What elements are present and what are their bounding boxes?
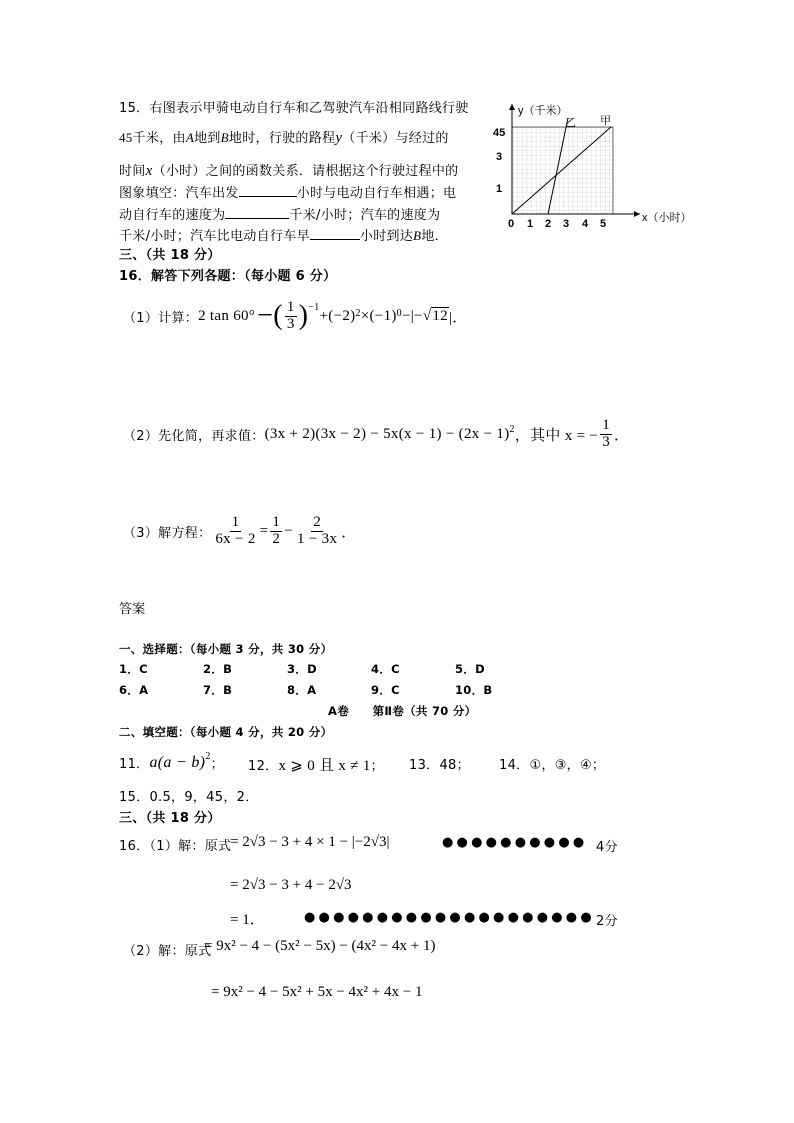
- point-b: B: [220, 130, 229, 145]
- numerator: 1: [286, 299, 295, 315]
- fraction-half: [270, 515, 282, 548]
- sqrt-sign: √: [422, 307, 432, 324]
- q16-part2: [123, 418, 629, 451]
- part-label: （1）计算：: [123, 310, 199, 326]
- x-tick: 1: [527, 218, 534, 230]
- fraction-rhs: [295, 515, 339, 548]
- score-label: 4分: [596, 840, 618, 855]
- part1-title: 一、选择题：（每小题 3 分，共 30 分）: [119, 642, 333, 656]
- x-tick: 0: [508, 218, 515, 230]
- period: ．: [341, 524, 357, 541]
- q15-line3: [119, 160, 458, 180]
- volume-header: A卷 第Ⅱ卷（共 70 分）: [328, 704, 477, 718]
- y-axis-arrow: [509, 104, 515, 110]
- dot-leader: ●●●●●●●●●●: [442, 835, 588, 850]
- score-label: 2分: [596, 914, 618, 929]
- q15-text: （千米）与经过的: [342, 131, 449, 146]
- numerator: 1: [602, 417, 610, 433]
- section-3-title: 三、（共 18 分）: [119, 248, 221, 263]
- exponent: 0: [396, 308, 402, 319]
- q15-text: （小时）之间的函数关系．请根据这个行驶过程中的: [152, 164, 459, 179]
- choice-answer: 9．C: [371, 683, 400, 697]
- q16-part1: [123, 300, 468, 333]
- denominator: 3: [602, 433, 610, 450]
- answers-title: 答案: [119, 602, 146, 617]
- y-axis-label: y（千米）: [518, 105, 568, 117]
- period: ．: [614, 427, 630, 444]
- label-yi: 乙: [565, 117, 576, 129]
- distance-time-graph: [490, 100, 700, 235]
- choice-answer: 10．B: [455, 683, 493, 697]
- fraction-one-third: [600, 418, 612, 451]
- point-a: A: [185, 130, 195, 145]
- q16-title: 16．解答下列各题：（每小题 6 分）: [119, 269, 337, 284]
- choice-answer: 4．C: [371, 662, 400, 676]
- x-axis-label: x（小时）: [642, 212, 692, 224]
- choice-answer: 7．B: [203, 683, 233, 697]
- denominator: 2: [272, 530, 281, 547]
- exponent: −1: [308, 302, 320, 313]
- numerator: 2: [313, 514, 322, 530]
- label-jia: 甲: [600, 115, 611, 127]
- denominator: 6x − 2: [215, 530, 256, 547]
- math-text: ，其中 x = −: [514, 427, 599, 444]
- math-text: x ⩾ 0 且 x ≠ 1: [278, 758, 371, 774]
- solution-16-1-line1: = 2√3 − 3 + 4 × 1 − |−2√3|: [230, 834, 390, 850]
- numerator: 1: [231, 514, 240, 530]
- sqrt-content: 12: [432, 308, 448, 325]
- answer-number: 11．: [119, 757, 150, 772]
- q15-text: 45千米，由: [119, 130, 186, 145]
- q16-part3: [123, 515, 357, 548]
- q15-text: 图象填空：汽车出发: [119, 186, 239, 201]
- x-tick: 4: [582, 218, 589, 230]
- solution-16-2-line1: = 9x² − 4 − (5x² − 5x) − (4x² − 4x + 1): [204, 938, 436, 954]
- answer-11: [119, 753, 224, 772]
- var-y: y: [335, 130, 343, 146]
- choice-answer: 6．A: [119, 683, 149, 697]
- math-text: (3x + 2)(3x − 2) − 5x(x − 1) − (2x − 1): [264, 425, 510, 442]
- math-text: |．: [448, 309, 468, 326]
- fraction-lhs: [213, 515, 257, 548]
- math-text: 2 tan 60°: [198, 307, 256, 324]
- q15-text: 地到: [194, 131, 221, 146]
- solution-16-1-label: 16．（1）解：原式: [119, 839, 232, 854]
- answer-blank[interactable]: [239, 184, 297, 197]
- x-tick: 5: [600, 218, 607, 230]
- answer-12: [248, 754, 384, 775]
- math-text: ×(−1): [360, 307, 397, 324]
- part2-title: 二、填空题：（每小题 4 分，共 20 分）: [119, 725, 333, 739]
- choice-answer: 1．C: [119, 662, 148, 676]
- fraction-one-third: [285, 300, 297, 333]
- y-tick: 3: [496, 151, 503, 163]
- part-label: （2）先化简，再求值：: [123, 428, 265, 444]
- q15-text: 地．: [421, 229, 448, 244]
- denominator: 3: [286, 315, 295, 332]
- q15-line2: [119, 127, 449, 147]
- equals-sign: =: [259, 522, 269, 539]
- numerator: 1: [272, 514, 281, 530]
- answer-blank[interactable]: [225, 206, 289, 219]
- solution-16-1-line3: = 1．: [230, 912, 265, 928]
- part-label: （3）解方程：: [123, 525, 212, 541]
- q15-text: 小时与电动自行车相遇；电: [296, 186, 457, 201]
- choice-answer: 3．D: [287, 662, 317, 676]
- q15-text: 地时，行驶的路程: [228, 131, 336, 146]
- q15-line4: [119, 182, 456, 201]
- solution-16-1-line2: = 2√3 − 3 + 4 − 2√3: [230, 877, 352, 893]
- solution-16-2-label: （2）解：原式: [123, 944, 212, 959]
- y-tick: 1: [496, 183, 503, 195]
- answer-14: 14．①，③，④；: [499, 758, 606, 773]
- choice-answer: 5．D: [455, 662, 485, 676]
- q15-text: 小时到达: [359, 229, 414, 244]
- var-x: x: [145, 163, 153, 179]
- paren-close: ): [298, 300, 309, 332]
- answer-15: 15．0.5，9，45，2．: [119, 790, 259, 805]
- q15-line1: 15．右图表示甲骑电动自行车和乙驾驶汽车沿相同路线行驶: [119, 101, 469, 116]
- paren-open: −(: [257, 300, 283, 332]
- dot-leader: ●●●●●●●●●●●●●●●●●●●●: [304, 910, 595, 925]
- q15-text: 千米/小时；汽车的速度为: [289, 208, 441, 223]
- exponent: 2: [355, 308, 361, 319]
- math-text: a(a − b): [149, 753, 206, 771]
- q15-text: 千米/小时；汽车比电动自行车早: [119, 229, 310, 244]
- choice-answer: 8．A: [287, 683, 317, 697]
- q15-line6: [119, 225, 448, 244]
- x-tick: 3: [563, 218, 570, 230]
- q15-text: 时间: [119, 164, 146, 179]
- y-tick: 45: [493, 127, 506, 139]
- math-text: −|−: [401, 307, 423, 324]
- q15-line5: [119, 204, 440, 223]
- answer-blank[interactable]: [310, 227, 360, 240]
- point-b: B: [413, 228, 422, 243]
- math-text: +(−2): [319, 307, 356, 324]
- separator: ；: [370, 759, 384, 774]
- minus-sign: −: [284, 522, 293, 539]
- exponent: 2: [205, 751, 211, 762]
- part3-title: 三、（共 18 分）: [119, 811, 221, 826]
- exponent: 2: [509, 424, 515, 435]
- choice-answer: 2．B: [203, 662, 233, 676]
- x-tick: 2: [545, 218, 552, 230]
- denominator: 1 − 3x: [296, 530, 338, 547]
- separator: ；: [210, 757, 224, 772]
- answer-number: 12．: [248, 759, 279, 774]
- x-axis-arrow: [634, 211, 640, 217]
- q15-text: 动自行车的速度为: [119, 208, 226, 223]
- solution-16-2-line2: = 9x² − 4 − 5x² + 5x − 4x² + 4x − 1: [211, 984, 423, 1000]
- answer-13: 13．48；: [409, 758, 470, 773]
